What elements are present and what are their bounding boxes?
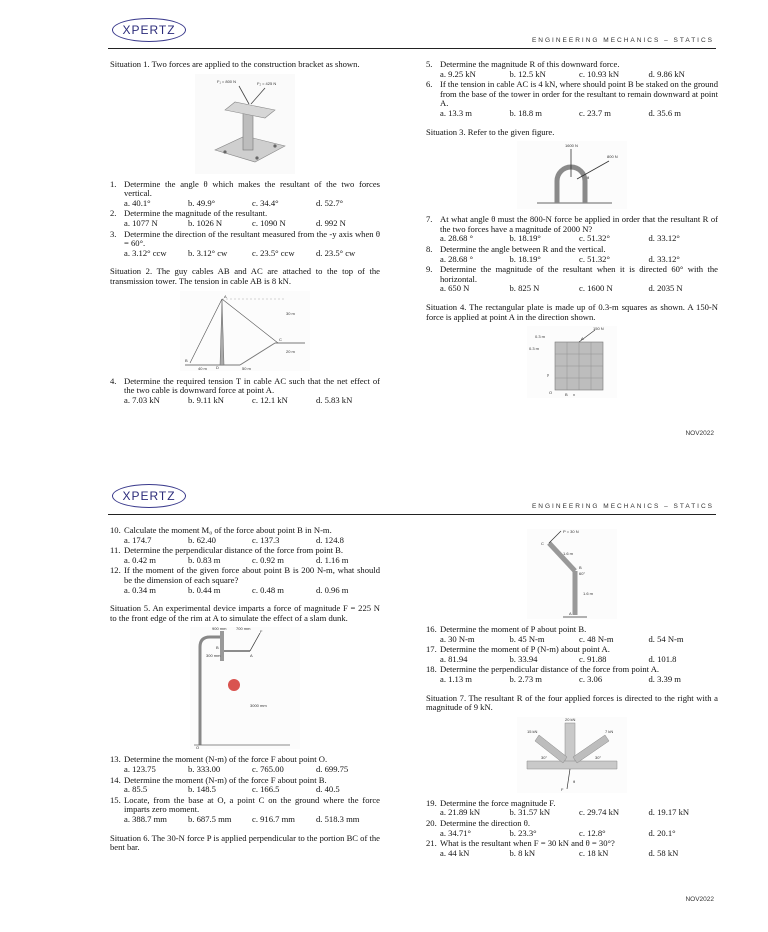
question-10: 10. Calculate the moment M₀ of the force about point B in N-m. <box>110 525 332 535</box>
point-b-bar: B <box>579 565 582 570</box>
dim-20m: 20 m <box>286 348 295 354</box>
question-12: 12. If the moment of the given force about point B is 200 N-m, what should be the dimension of each square? <box>110 565 380 585</box>
question-13: 13. Determine the moment (N-m) of the force F about point O. <box>110 754 328 765</box>
dim-700mm: 700 mm <box>236 627 251 632</box>
dim-16m-ab: 1.6 m <box>583 591 594 596</box>
question-4: 4. Determine the required tension T in cable AC such that the net effect of the two cable is downward force at point A. <box>110 375 380 396</box>
question-8: 8. Determine the angle between R and the vertical. <box>426 243 606 254</box>
angle-30-right: 30° <box>595 754 602 760</box>
choices-12: a. 0.34 m b. 0.44 m c. 0.48 m d. 0.96 m <box>124 584 349 595</box>
choices-4: a. 7.03 kN b. 9.11 kN c. 12.1 kN d. 5.83 kN <box>124 394 353 405</box>
point-c-bar: C <box>541 541 544 546</box>
xpertz-logo: XPERTZ <box>112 18 186 42</box>
force-1600-label: 1600 N <box>565 143 578 149</box>
footer-date: NOV2022 <box>685 896 714 903</box>
question-1: 1. Determine the angle θ which makes the resultant of the two forces vertical. <box>110 178 380 199</box>
question-9: 9. Determine the magnitude of the resultant when it is directed 60° with the horizontal. <box>426 264 718 284</box>
choices-7: a. 28.68 ° b. 18.19° c. 51.32° d. 33.12° <box>440 233 680 244</box>
footer-date: NOV2022 <box>685 430 714 437</box>
choices-8: a. 28.68 ° b. 18.19° c. 51.32° d. 33.12° <box>440 253 680 264</box>
question-16: 16. Determine the moment of P about point B. <box>426 624 587 634</box>
xpertz-logo: XPERTZ <box>112 484 186 508</box>
origin-o: O <box>549 390 553 396</box>
question-18: 18. Determine the perpendicular distance of the force from point A. <box>426 664 660 675</box>
question-14: 14. Determine the moment (N-m) of the force F about point B. <box>110 774 327 785</box>
bracket-figure <box>195 74 295 174</box>
dim-300mm: 300 mm <box>206 653 221 659</box>
question-17: 17. Determine the moment of P (N-m) about point A. <box>426 644 610 655</box>
choices-21: a. 44 kN b. 8 kN c. 18 kN d. 58 kN <box>440 847 679 858</box>
point-b-plate: B <box>565 392 568 398</box>
page1-left-column <box>110 60 380 406</box>
page-2 <box>0 466 768 932</box>
dim-50m: 50 m <box>242 365 251 371</box>
page2-right-column <box>426 526 718 859</box>
force-800-label: 800 N <box>607 154 618 160</box>
choices-13: a. 123.75 b. 333.00 c. 765.00 d. 699.75 <box>124 763 349 774</box>
dim-03m-b: 0.3 m <box>529 346 540 352</box>
choices-1: a. 40.1° b. 49.9° c. 34.4° d. 52.7° <box>124 197 344 208</box>
point-c: C <box>279 336 282 342</box>
point-o-base: O <box>196 745 200 750</box>
choices-3: a. 3.12° ccw b. 3.12° cw c. 23.5° ccw d. 23.5° cw <box>124 247 356 258</box>
question-7: 7. At what angle θ must the 800-N force be applied in order that the resultant R of the two forces have a magnitude of 2000 N? <box>426 214 718 234</box>
plate-figure <box>527 326 617 398</box>
choices-6: a. 13.3 m b. 18.8 m c. 23.7 m d. 35.6 m <box>440 107 681 118</box>
choices-15: a. 388.7 mm b. 687.5 mm c. 916.7 mm d. 518.3 mm <box>124 813 360 824</box>
force-15kn: 15 kN <box>527 728 538 734</box>
question-5: 5. Determine the magnitude R of this downward force. <box>426 59 620 69</box>
dim-900mm: 900 mm <box>212 627 227 632</box>
dim-16m-bc: 1.6 m <box>563 551 574 556</box>
situation-6: Situation 6. The 30-N force P is applied perpendicular to the portion BC of the bent bar. <box>110 832 380 853</box>
header-divider <box>108 514 716 515</box>
header-divider <box>108 48 716 49</box>
choices-16: a. 30 N-m b. 45 N-m c. 48 N-m d. 54 N-m <box>440 633 684 644</box>
question-20: 20. Determine the direction θ. <box>426 817 531 828</box>
question-19: 19. Determine the force magnitude F. <box>426 797 556 808</box>
angle-30-left: 30° <box>541 754 548 760</box>
dim-3000mm: 3000 mm <box>250 703 267 709</box>
force-f-gusset: F <box>561 786 564 792</box>
force-20kn: 20 kN <box>565 716 576 722</box>
bent-bar-figure <box>527 529 617 619</box>
choices-11: a. 0.42 m b. 0.83 m c. 0.92 m d. 1.16 m <box>124 554 349 565</box>
page1-right-column <box>426 60 718 404</box>
choices-14: a. 85.5 b. 148.5 c. 166.5 d. 40.5 <box>124 784 340 795</box>
force-150-label: 150 N <box>593 326 604 332</box>
point-d: D <box>216 364 219 370</box>
f2-label: F₂ = 425 N <box>257 80 277 86</box>
point-a-rim: A <box>250 653 253 659</box>
choices-5: a. 9.25 kN b. 12.5 kN c. 10.93 kN d. 9.86 kN <box>440 68 685 79</box>
tower-figure <box>180 291 310 371</box>
hook-figure <box>517 141 627 209</box>
angle-60: 60° <box>579 571 586 576</box>
choices-20: a. 34.71° b. 23.3° c. 12.8° d. 20.1° <box>440 827 676 838</box>
situation-5: Situation 5. An experimental device imparts a force of magnitude F = 225 N to the front edge of the rim at A to simulate the effect of a slam dunk. <box>110 603 380 623</box>
subject-header: ENGINEERING MECHANICS – STATICS <box>531 37 714 44</box>
point-a-bar: A <box>569 611 572 616</box>
dim-30m: 30 m <box>286 310 295 316</box>
choices-2: a. 1077 N b. 1026 N c. 1090 N d. 992 N <box>124 217 346 228</box>
choices-10: a. 174.7 b. 62.40 c. 137.3 d. 124.8 <box>124 534 344 545</box>
hoop-figure <box>190 627 300 749</box>
gusset-figure <box>517 717 627 793</box>
question-11: 11. Determine the perpendicular distance of the force from point B. <box>110 545 344 556</box>
choices-17: a. 81.94 b. 33.94 c. 91.88 d. 101.8 <box>440 653 677 664</box>
question-2: 2. Determine the magnitude of the resultant. <box>110 208 268 219</box>
theta-gusset: θ <box>573 778 576 784</box>
choices-19: a. 21.89 kN b. 31.57 kN c. 29.74 kN d. 19.17 kN <box>440 807 690 818</box>
axis-y: y <box>547 372 549 378</box>
force-7kn: 7 kN <box>605 728 614 734</box>
point-b: B <box>185 357 188 363</box>
dim-03m-a: 0.3 m <box>535 334 546 340</box>
situation-4: Situation 4. The rectangular plate is made up of 0.3-m squares as shown. A 150-N force is applied at point A in the direction shown. <box>426 301 718 322</box>
situation-3: Situation 3. Refer to the given figure. <box>426 126 555 137</box>
situation-2: Situation 2. The guy cables AB and AC are attached to the top of the transmission tower. The tension in cable AB is 8 kN. <box>110 266 380 286</box>
question-15: 15. Locate, from the base at O, a point C on the ground where the force imparts zero moment. <box>110 794 380 815</box>
choices-9: a. 650 N b. 825 N c. 1600 N d. 2035 N <box>440 283 683 294</box>
page2-left-column <box>110 526 380 857</box>
situation-7: Situation 7. The resultant R of the four applied forces is directed to the right with a magnitude of 9 kN. <box>426 692 718 713</box>
question-21: 21. What is the resultant when F = 30 kN and θ = 30°? <box>426 838 615 849</box>
point-a: A <box>224 293 227 299</box>
force-p-label: P = 30 N <box>563 529 579 534</box>
situation-1: Situation 1. Two forces are applied to the construction bracket as shown. <box>110 59 360 69</box>
axis-x: x <box>573 392 575 398</box>
question-6: 6. If the tension in cable AC is 4 kN, where should point B be staked on the ground from the base of the tower in order for the resultant to remain downward at point A. <box>426 79 718 109</box>
question-3: 3. Determine the direction of the resultant measured from the -y axis when θ = 60°. <box>110 228 380 249</box>
f1-label: F₁ = 800 N <box>217 78 237 84</box>
point-a-plate: A <box>581 336 584 342</box>
theta-label: θ <box>587 175 590 181</box>
dim-40m: 40 m <box>198 365 207 371</box>
subject-header: ENGINEERING MECHANICS – STATICS <box>531 503 714 510</box>
force-f-label: F <box>260 629 263 635</box>
point-b-rim: B <box>216 645 219 651</box>
choices-18: a. 1.13 m b. 2.73 m c. 3.06 d. 3.39 m <box>440 673 681 684</box>
